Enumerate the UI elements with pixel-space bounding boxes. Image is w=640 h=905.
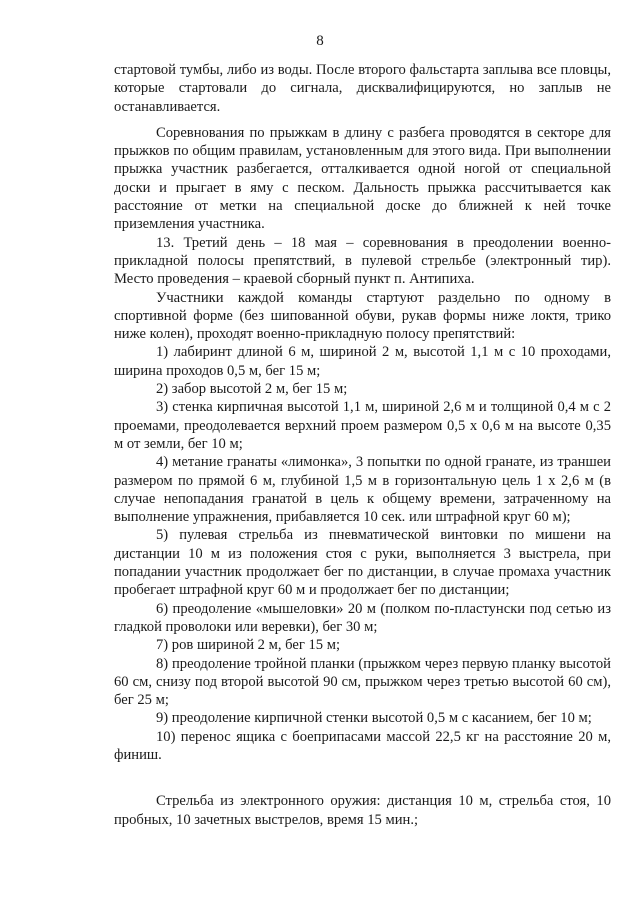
list-item-triple-bar: 8) преодоление тройной планки (прыжком через первую планку высотой 60 см, снизу под второй высотой 90 см, прыжком через третью высотой 60 см), бег 25 м;: [114, 655, 611, 709]
paragraph-electronic-shooting: Стрельба из электронного оружия: дистанция 10 м, стрельба стоя, 10 пробных, 10 зачетных выстрелов, время 15 мин.;: [114, 793, 611, 828]
paragraph-long-jump: Соревнования по прыжкам в длину с разбега проводятся в секторе для прыжков по общим правилам, установленным для этого вида. При выполнении прыжка участник разбегается, отталкивается одной ногой от специальной доски и прыгает в яму с песком. Дальность прыжка рассчитывается как расстояние от метки на специальной доске до ближней к ней точке приземления участника.: [114, 124, 611, 233]
page-number: 8: [316, 33, 324, 49]
list-item-labyrinth: 1) лабиринт длиной 6 м, шириной 2 м, высотой 1,1 м с 10 проходами, ширина проходов 0,5 м, бег 15 м;: [114, 344, 611, 379]
list-item-ammo-box: 10) перенос ящика с боеприпасами массой 22,5 кг на расстояние 20 м, финиш.: [114, 728, 611, 763]
list-item-grenade: 4) метание гранаты «лимонка», 3 попытки по одной гранате, из траншеи размером по прямой 6 м, глубиной 1,5 м в горизонтальную цель 1 х 2,6 м (в случае непопадания гранатой в цель к общему времени, затраченному на выполнение упражнения, прибавляется 10 сек. или штрафной круг 60 м);: [114, 454, 611, 526]
paragraph-participants: Участники каждой команды стартуют раздельно по одному в спортивной форме (без шипованной обуви, рукав формы ниже локтя, трико ниже колен), проходят военно-прикладную полосу препятствий:: [114, 289, 611, 343]
list-item-shooting: 5) пулевая стрельба из пневматической винтовки по мишени на дистанции 10 м из положения стоя с руки, выполняется 3 выстрела, при попадании участник продолжает бег по дистанции, в случае промаха участник пробегает штрафной круг 60 м и продолжает бег по дистанции;: [114, 527, 611, 599]
list-item-fence: 2) забор высотой 2 м, бег 15 м;: [156, 381, 348, 398]
list-item-low-wall: 9) преодоление кирпичной стенки высотой 0,5 м с касанием, бег 10 м;: [156, 710, 592, 727]
list-item-brick-wall: 3) стенка кирпичная высотой 1,1 м, шириной 2,6 м и толщиной 0,4 м с 2 проемами, преодолевается верхний проем размером 0,5 х 0,6 м на высоте 0,35 м от земли, бег 10 м;: [114, 399, 611, 452]
paragraph-swimming-false-start: стартовой тумбы, либо из воды. После второго фальстарта заплыва все пловцы, которые стартовали до сигнала, дисквалифицируются, но заплыв не останавливается.: [114, 62, 611, 115]
document-body: [114, 61, 611, 829]
paragraph-day-three: 13. Третий день – 18 мая – соревнования в преодолении военно-прикладной полосы препятствий, в пулевой стрельбе (электронный тир). Место проведения – краевой сборный пункт п. Антипиха.: [114, 234, 611, 288]
list-item-ditch: 7) ров шириной 2 м, бег 15 м;: [156, 637, 341, 654]
list-item-mousetrap: 6) преодоление «мышеловки» 20 м (полком по-пластунски под сетью из гладкой проволоки или веревки), бег 30 м;: [114, 600, 611, 635]
